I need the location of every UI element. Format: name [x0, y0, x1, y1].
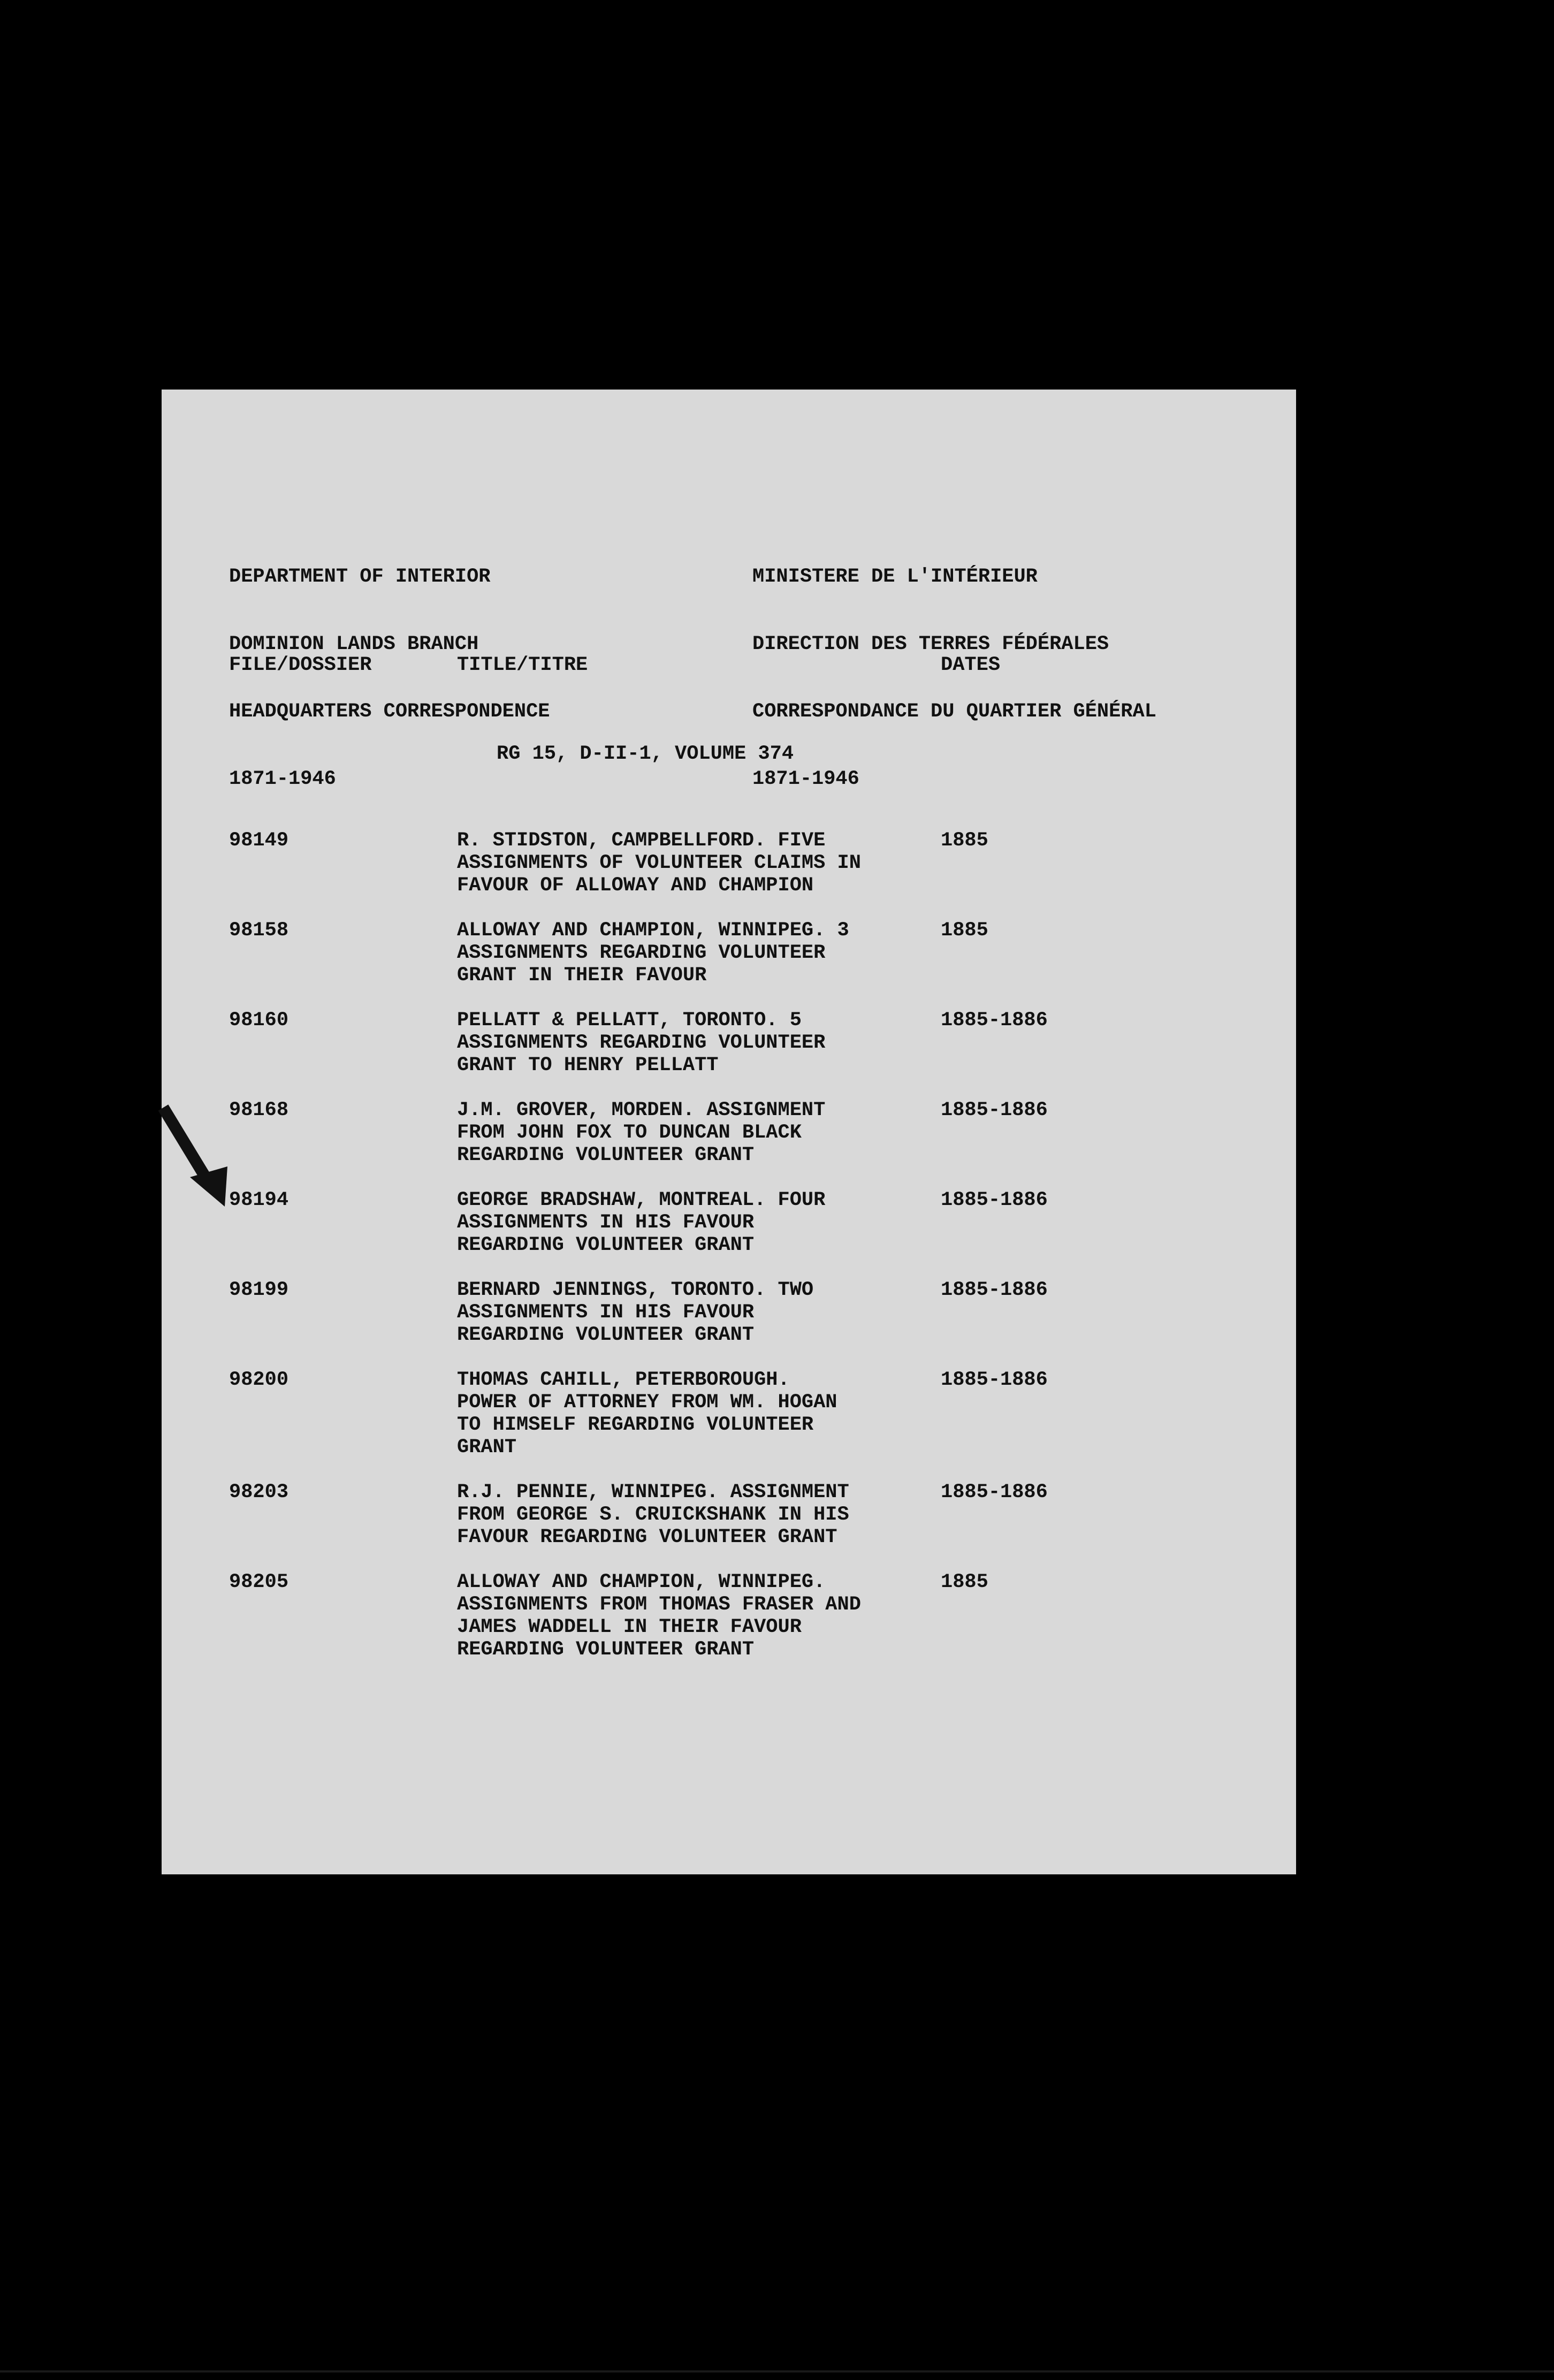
entry-dates: 1885	[941, 1571, 988, 1593]
header-left-line: DOMINION LANDS BRANCH	[229, 633, 479, 655]
entry-title: R. STIDSTON, CAMPBELLFORD. FIVE ASSIGNMENTS OF VOLUNTEER CLAIMS IN FAVOUR OF ALLOWAY AND CHAMPION	[457, 829, 861, 897]
entry-title: BERNARD JENNINGS, TORONTO. TWO ASSIGNMENTS IN HIS FAVOUR REGARDING VOLUNTEER GRANT	[457, 1279, 814, 1346]
entry-dates: 1885-1886	[941, 1189, 1048, 1211]
file-number: 98158	[229, 919, 289, 942]
header-left-line: HEADQUARTERS CORRESPONDENCE	[229, 700, 550, 723]
column-header-title: TITLE/TITRE	[457, 654, 588, 676]
entry-dates: 1885	[941, 919, 988, 942]
entry-title: THOMAS CAHILL, PETERBOROUGH. POWER OF ATTORNEY FROM WM. HOGAN TO HIMSELF REGARDING VOLUNTEER GRANT	[457, 1369, 837, 1459]
entry-dates: 1885-1886	[941, 1279, 1048, 1301]
header-left-line: 1871-1946	[229, 768, 336, 790]
file-number: 98199	[229, 1279, 289, 1301]
file-number: 98149	[229, 829, 289, 852]
header-left	[229, 521, 550, 835]
document-page	[162, 390, 1296, 1874]
column-header-dates: DATES	[941, 654, 1001, 676]
entry-dates: 1885-1886	[941, 1369, 1048, 1391]
arrow-pointer-icon	[158, 1102, 233, 1209]
entry-dates: 1885-1886	[941, 1009, 1048, 1032]
entry-title: ALLOWAY AND CHAMPION, WINNIPEG. ASSIGNMENTS FROM THOMAS FRASER AND JAMES WADDELL IN THEIR FAVOUR REGARDING VOLUNTEER GRANT	[457, 1571, 861, 1661]
entry-dates: 1885-1886	[941, 1099, 1048, 1122]
header-right-line: MINISTERE DE L'INTÉRIEUR	[752, 566, 1038, 588]
header-right-line: 1871-1946	[752, 768, 859, 790]
header-right-line: DIRECTION DES TERRES FÉDÉRALES	[752, 633, 1109, 655]
file-number: 98205	[229, 1571, 289, 1593]
entry-title: ALLOWAY AND CHAMPION, WINNIPEG. 3 ASSIGNMENTS REGARDING VOLUNTEER GRANT IN THEIR FAVOUR	[457, 919, 849, 987]
file-number: 98160	[229, 1009, 289, 1032]
column-header-file: FILE/DOSSIER	[229, 654, 372, 676]
header-right-line: CORRESPONDANCE DU QUARTIER GÉNÉRAL	[752, 700, 1156, 723]
entry-title: GEORGE BRADSHAW, MONTREAL. FOUR ASSIGNMENTS IN HIS FAVOUR REGARDING VOLUNTEER GRANT	[457, 1189, 826, 1256]
entry-title: PELLATT & PELLATT, TORONTO. 5 ASSIGNMENTS REGARDING VOLUNTEER GRANT TO HENRY PELLATT	[457, 1009, 826, 1077]
entry-dates: 1885-1886	[941, 1481, 1048, 1504]
file-number: 98168	[229, 1099, 289, 1122]
file-number: 98203	[229, 1481, 289, 1504]
file-number: 98194	[229, 1189, 289, 1211]
volume-heading: RG 15, D-II-1, VOLUME 374	[497, 743, 794, 765]
scan-edge-line	[0, 2370, 1554, 2373]
entry-dates: 1885	[941, 829, 988, 852]
file-number: 98200	[229, 1369, 289, 1391]
header-right	[752, 521, 1156, 835]
header-left-line: DEPARTMENT OF INTERIOR	[229, 566, 491, 588]
entry-title: J.M. GROVER, MORDEN. ASSIGNMENT FROM JOHN FOX TO DUNCAN BLACK REGARDING VOLUNTEER GRANT	[457, 1099, 826, 1166]
entry-title: R.J. PENNIE, WINNIPEG. ASSIGNMENT FROM GEORGE S. CRUICKSHANK IN HIS FAVOUR REGARDING VOLUNTEER GRANT	[457, 1481, 849, 1548]
